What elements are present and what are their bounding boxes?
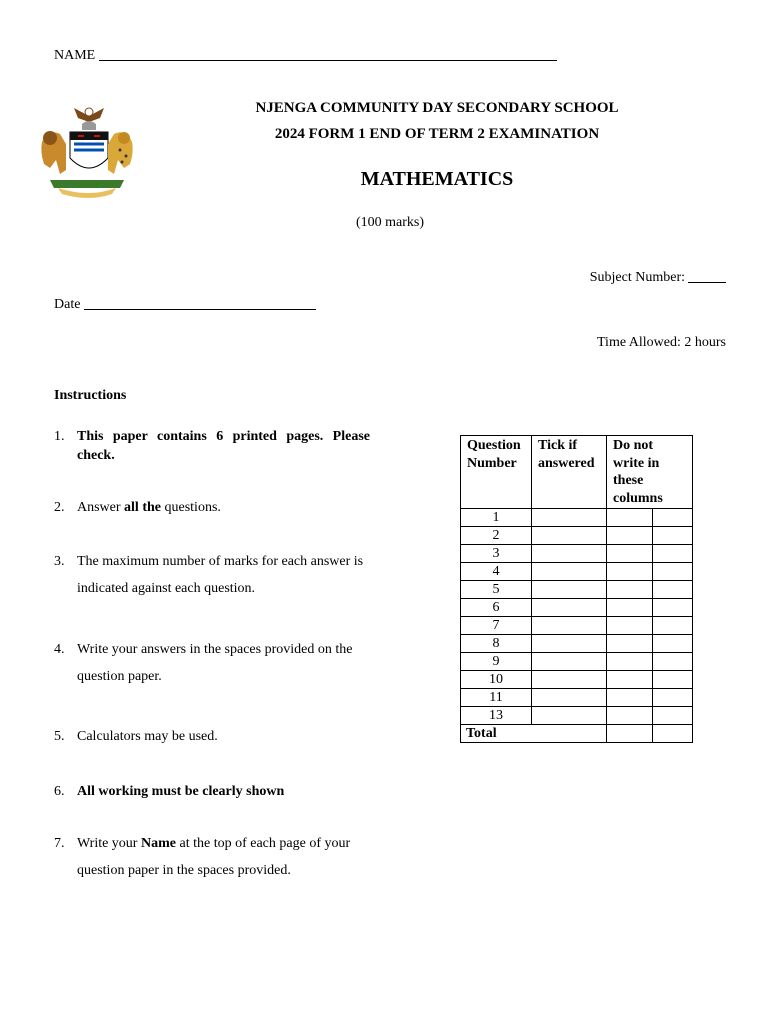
name-blank-line bbox=[99, 46, 557, 61]
tick-cell[interactable] bbox=[532, 545, 607, 563]
marks-cell-b[interactable] bbox=[653, 563, 693, 581]
table-row bbox=[461, 689, 693, 707]
subject-title: MATHEMATICS bbox=[360, 168, 514, 190]
tick-cell[interactable] bbox=[532, 563, 607, 581]
name-field[interactable] bbox=[54, 46, 557, 64]
table-row bbox=[461, 545, 693, 563]
tick-cell[interactable] bbox=[532, 527, 607, 545]
instruction-text: All working must be clearly shown bbox=[77, 784, 285, 799]
marks-cell-a[interactable] bbox=[607, 545, 653, 563]
marks-cell-b[interactable] bbox=[653, 635, 693, 653]
question-number-cell: 3 bbox=[461, 545, 532, 563]
table-row bbox=[461, 635, 693, 653]
time-allowed: Time Allowed: 2 hours bbox=[597, 335, 726, 350]
marks-cell-a[interactable] bbox=[607, 635, 653, 653]
table-row bbox=[461, 563, 693, 581]
instruction-item: 1. This paper contains 6 printed pages. Please check. bbox=[54, 429, 370, 463]
table-row bbox=[461, 509, 693, 527]
name-label: NAME bbox=[54, 48, 96, 63]
question-number-cell: 4 bbox=[461, 563, 532, 581]
marks-cell-b[interactable] bbox=[653, 689, 693, 707]
question-number-cell: 7 bbox=[461, 617, 532, 635]
instruction-text: Answer all the questions. bbox=[77, 500, 221, 515]
instruction-item: 2. Answer all the questions. bbox=[54, 494, 370, 521]
subject-number-label: Subject Number: bbox=[589, 270, 685, 285]
tick-cell[interactable] bbox=[532, 635, 607, 653]
exam-title: 2024 FORM 1 END OF TERM 2 EXAMINATION bbox=[274, 126, 600, 142]
tick-cell[interactable] bbox=[532, 653, 607, 671]
table-row-total bbox=[461, 725, 693, 743]
instruction-item: 6. All working must be clearly shown bbox=[54, 778, 370, 805]
marks-cell-a[interactable] bbox=[607, 599, 653, 617]
marks-cell-a[interactable] bbox=[607, 509, 653, 527]
marks-cell-a[interactable] bbox=[607, 671, 653, 689]
instruction-item: 3. The maximum number of marks for each answer is indicated against each question. bbox=[54, 548, 370, 602]
instruction-text: Write your Name at the top of each page of your question paper in the spaces provided. bbox=[77, 836, 351, 878]
subject-number-blank bbox=[688, 269, 726, 283]
instruction-text: Write your answers in the spaces provided on the question paper. bbox=[77, 642, 353, 684]
marks-cell-b[interactable] bbox=[653, 671, 693, 689]
marks-cell-a[interactable] bbox=[607, 617, 653, 635]
marks-cell-b[interactable] bbox=[653, 617, 693, 635]
marks-cell-a[interactable] bbox=[607, 653, 653, 671]
tick-cell[interactable] bbox=[532, 671, 607, 689]
question-number-cell: 9 bbox=[461, 653, 532, 671]
marks-cell-a[interactable] bbox=[607, 581, 653, 599]
school-name: NJENGA COMMUNITY DAY SECONDARY SCHOOL bbox=[255, 100, 619, 116]
instruction-item: 5. Calculators may be used. bbox=[54, 723, 370, 750]
tick-cell[interactable] bbox=[532, 581, 607, 599]
marks-cell-b[interactable] bbox=[653, 527, 693, 545]
question-number-cell: 11 bbox=[461, 689, 532, 707]
marks-cell-b[interactable] bbox=[653, 509, 693, 527]
question-number-cell: 6 bbox=[461, 599, 532, 617]
question-number-cell: 1 bbox=[461, 509, 532, 527]
instruction-item: 4. Write your answers in the spaces provided on the question paper. bbox=[54, 636, 370, 690]
instruction-item: 7. Write your Name at the top of each page of your question paper in the spaces provided. bbox=[54, 830, 370, 884]
question-number-cell: 5 bbox=[461, 581, 532, 599]
marks-cell-b[interactable] bbox=[653, 707, 693, 725]
marks-cell-b[interactable] bbox=[653, 653, 693, 671]
marks-cell-b[interactable] bbox=[653, 545, 693, 563]
marks-cell-a[interactable] bbox=[607, 707, 653, 725]
table-row bbox=[461, 581, 693, 599]
marks-cell-b[interactable] bbox=[653, 581, 693, 599]
marks-cell-a[interactable] bbox=[607, 527, 653, 545]
question-number-cell: 8 bbox=[461, 635, 532, 653]
instructions-heading: Instructions bbox=[54, 388, 127, 403]
tick-cell[interactable] bbox=[532, 617, 607, 635]
subject-number-field[interactable] bbox=[590, 269, 726, 286]
col-header-tick-if-answered: Tick if answered bbox=[532, 436, 607, 509]
tick-cell[interactable] bbox=[532, 509, 607, 527]
total-marks: (100 marks) bbox=[355, 215, 425, 230]
tick-cell[interactable] bbox=[532, 689, 607, 707]
marks-cell-a[interactable] bbox=[607, 563, 653, 581]
tick-cell[interactable] bbox=[532, 707, 607, 725]
marks-cell-a[interactable] bbox=[607, 689, 653, 707]
date-field[interactable] bbox=[54, 296, 316, 313]
table-row bbox=[461, 653, 693, 671]
total-cell[interactable] bbox=[607, 725, 653, 743]
question-number-cell: 13 bbox=[461, 707, 532, 725]
instruction-text: The maximum number of marks for each answer is indicated against each question. bbox=[77, 554, 364, 596]
table-body bbox=[461, 509, 693, 725]
table-row bbox=[461, 707, 693, 725]
instruction-text: Calculators may be used. bbox=[77, 729, 218, 744]
instruction-text: This paper contains 6 printed pages. Please check. bbox=[77, 429, 370, 463]
col-header-do-not-write: Do not write in these columns bbox=[607, 436, 693, 509]
question-number-cell: 10 bbox=[461, 671, 532, 689]
marks-cell-b[interactable] bbox=[653, 599, 693, 617]
date-label: Date bbox=[54, 297, 81, 312]
date-blank-line bbox=[84, 296, 316, 310]
question-tick-table bbox=[460, 435, 693, 743]
table-row bbox=[461, 617, 693, 635]
col-header-question-number: Question Number bbox=[461, 436, 532, 509]
total-cell[interactable] bbox=[653, 725, 693, 743]
table-row bbox=[461, 671, 693, 689]
total-label: Total bbox=[461, 725, 607, 743]
table-row bbox=[461, 527, 693, 545]
tick-cell[interactable] bbox=[532, 599, 607, 617]
table-row bbox=[461, 599, 693, 617]
question-number-cell: 2 bbox=[461, 527, 532, 545]
